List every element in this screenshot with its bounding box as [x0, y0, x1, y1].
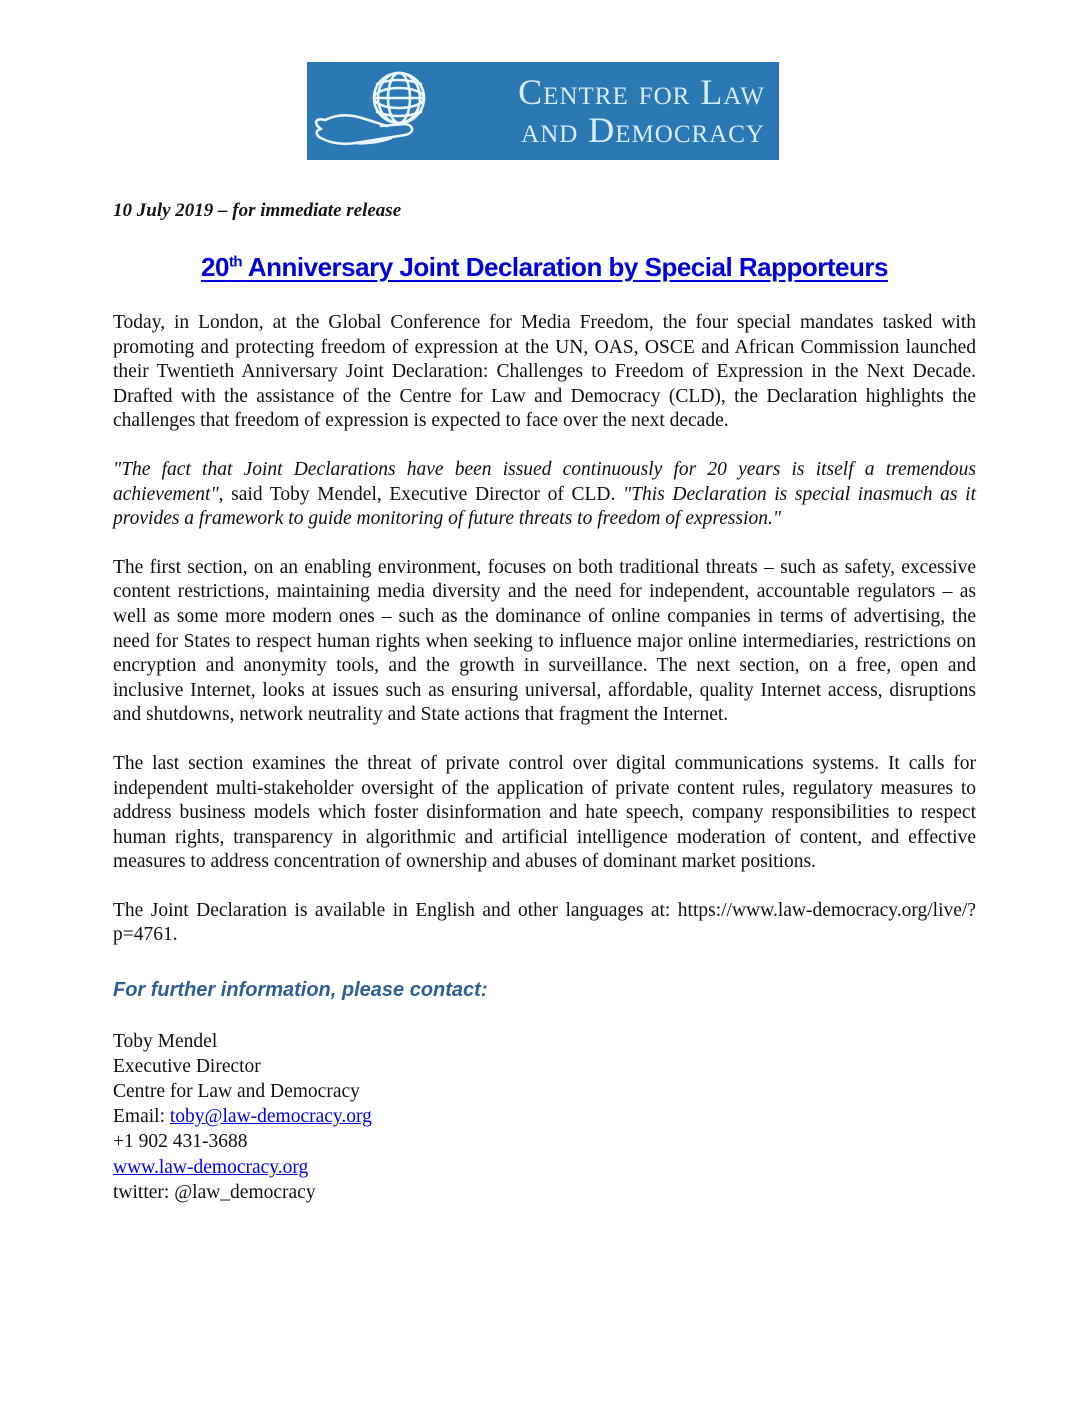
title-superscript: th [228, 253, 243, 271]
contact-name: Toby Mendel [113, 1030, 218, 1052]
logo-line-2: and Democracy [521, 110, 765, 150]
document-body [113, 311, 976, 1205]
contact-heading: For further information, please contact: [113, 979, 488, 1002]
declaration-url: https://www.law-democracy.org/live/?p=4761. [113, 899, 976, 946]
title-prefix: 20 [201, 252, 229, 282]
contact-block [113, 1029, 976, 1205]
quote-segment-2: "This Declaration is special inasmuch as it provides a framework to guide monitoring of future threats to freedom of expression." [113, 483, 976, 530]
contact-email-line [113, 1104, 976, 1129]
quote-attribution: , said Toby Mendel, Executive Director of CLD. [218, 483, 623, 505]
contact-twitter: twitter: @law_democracy [113, 1181, 316, 1203]
email-label: Email: [113, 1106, 170, 1128]
date-line: 10 July 2019 – for immediate release [113, 200, 402, 221]
title-rest: Anniversary Joint Declaration by Special Rapporteurs [242, 252, 888, 282]
paragraph-4: The last section examines the threat of private control over digital communications systems. It calls for independent multi-stakeholder oversight of the application of private content rules, regulatory measures to address business models which foster disinformation and hate speech, company responsibilities to respect human rights, transparency in algorithmic and artificial intelligence moderation of content, and effective measures to address concentration of ownership and abuses of dominant market positions. [113, 752, 976, 873]
document-title [113, 252, 976, 283]
paragraph-2-quote [113, 458, 976, 532]
contact-role: Executive Director [113, 1055, 261, 1077]
globe-in-hand-icon [307, 62, 457, 160]
contact-phone: +1 902 431-3688 [113, 1131, 248, 1153]
email-link[interactable]: toby@law-democracy.org [169, 1106, 372, 1128]
contact-organization: Centre for Law and Democracy [113, 1081, 360, 1103]
logo-text [457, 74, 779, 148]
website-link[interactable]: www.law-democracy.org [113, 1156, 309, 1178]
contact-website-line [113, 1155, 976, 1180]
paragraph-1: Today, in London, at the Global Conference for Media Freedom, the four special mandates tasked with promoting and protecting freedom of expression at the UN, OAS, OSCE and African Commission launched their Twentieth Anniversary Joint Declaration: Challenges to Freedom of Expression in the Next Decade. Drafted with the assistance of the Centre for Law and Democracy (CLD), the Declaration highlights the challenges that freedom of expression is expected to face over the next decade. [113, 312, 976, 432]
availability-text: The Joint Declaration is available in English and other languages at: [113, 899, 678, 921]
quote-segment-1: "The fact that Joint Declarations have been issued continuously for 20 years is itself a tremendous achievement" [113, 458, 976, 505]
logo-line-1: Centre for Law [518, 72, 765, 112]
paragraph-5 [113, 899, 976, 948]
logo-banner [307, 62, 779, 160]
paragraph-3: The first section, on an enabling environment, focuses on both traditional threats – such as safety, excessive content restrictions, maintaining media diversity and the need for independent, accountable regulators – as well as some more modern ones – such as the dominance of online companies in terms of advertising, the need for States to respect human rights when seeking to influence major online intermediaries, restrictions on encryption and anonymity tools, and the growth in surveillance. The next section, on a free, open and inclusive Internet, looks at issues such as ensuring universal, affordable, quality Internet access, disruptions and shutdowns, network neutrality and State actions that fragment the Internet. [113, 556, 976, 726]
